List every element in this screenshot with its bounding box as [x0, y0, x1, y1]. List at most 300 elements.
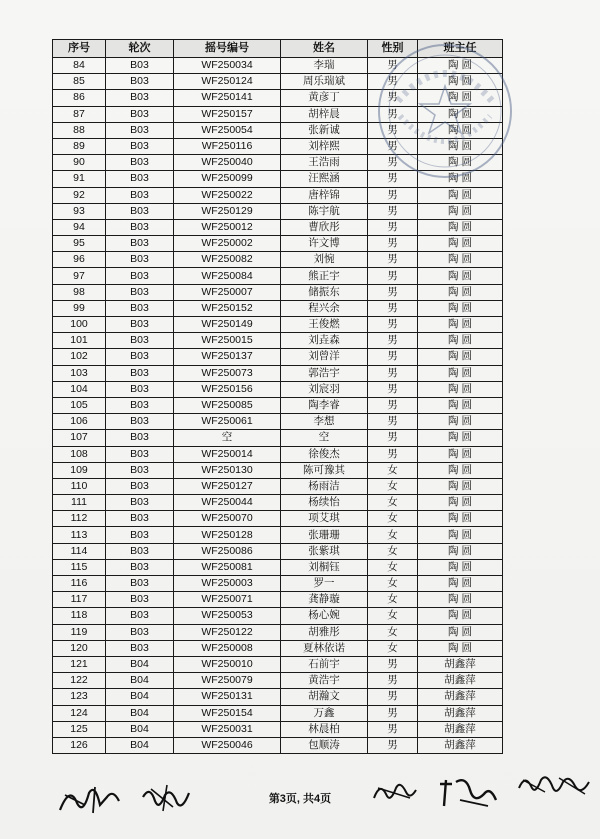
cell-round: B03	[106, 187, 174, 203]
cell-name: 陶李睿	[281, 397, 368, 413]
cell-gender: 男	[368, 414, 418, 430]
cell-round: B03	[106, 478, 174, 494]
cell-index: 101	[53, 333, 106, 349]
cell-head-teacher: 陶 圆	[418, 74, 503, 90]
cell-head-teacher: 陶 圆	[418, 365, 503, 381]
cell-gender: 男	[368, 430, 418, 446]
cell-name: 张新诚	[281, 122, 368, 138]
cell-gender: 男	[368, 705, 418, 721]
cell-head-teacher: 陶 圆	[418, 349, 503, 365]
cell-name: 罗一	[281, 576, 368, 592]
cell-round: B03	[106, 495, 174, 511]
cell-gender: 男	[368, 721, 418, 737]
table-row	[53, 187, 503, 203]
cell-head-teacher: 陶 圆	[418, 252, 503, 268]
table-row	[53, 592, 503, 608]
cell-lottery-number: WF250014	[174, 446, 281, 462]
cell-index: 126	[53, 737, 106, 753]
cell-gender: 男	[368, 58, 418, 74]
cell-index: 88	[53, 122, 106, 138]
cell-lottery-number: WF250116	[174, 138, 281, 154]
cell-head-teacher: 胡鑫萍	[418, 705, 503, 721]
table-row	[53, 74, 503, 90]
cell-index: 116	[53, 576, 106, 592]
cell-gender: 男	[368, 171, 418, 187]
cell-lottery-number: WF250070	[174, 511, 281, 527]
cell-lottery-number: WF250130	[174, 462, 281, 478]
cell-head-teacher: 陶 圆	[418, 559, 503, 575]
cell-index: 109	[53, 462, 106, 478]
cell-index: 87	[53, 106, 106, 122]
cell-gender: 女	[368, 576, 418, 592]
cell-name: 张紫琪	[281, 543, 368, 559]
cell-head-teacher: 陶 圆	[418, 122, 503, 138]
cell-index: 124	[53, 705, 106, 721]
table-row	[53, 576, 503, 592]
cell-index: 90	[53, 155, 106, 171]
cell-round: B03	[106, 576, 174, 592]
cell-round: B04	[106, 705, 174, 721]
cell-lottery-number: WF250073	[174, 365, 281, 381]
cell-index: 114	[53, 543, 106, 559]
cell-gender: 女	[368, 608, 418, 624]
cell-name: 刘桐钰	[281, 559, 368, 575]
header-name: 姓名	[281, 40, 368, 58]
cell-round: B03	[106, 365, 174, 381]
table-row	[53, 300, 503, 316]
cell-gender: 女	[368, 624, 418, 640]
cell-head-teacher: 陶 圆	[418, 155, 503, 171]
table-row	[53, 252, 503, 268]
cell-gender: 男	[368, 381, 418, 397]
cell-gender: 男	[368, 203, 418, 219]
cell-name: 刘梓熙	[281, 138, 368, 154]
cell-gender: 女	[368, 495, 418, 511]
cell-gender: 女	[368, 559, 418, 575]
table-row	[53, 317, 503, 333]
cell-index: 123	[53, 689, 106, 705]
cell-index: 119	[53, 624, 106, 640]
cell-head-teacher: 陶 圆	[418, 268, 503, 284]
table-row	[53, 203, 503, 219]
cell-head-teacher: 陶 圆	[418, 171, 503, 187]
header-index: 序号	[53, 40, 106, 58]
table-row	[53, 268, 503, 284]
table-row	[53, 462, 503, 478]
cell-round: B03	[106, 446, 174, 462]
cell-index: 112	[53, 511, 106, 527]
cell-index: 97	[53, 268, 106, 284]
cell-round: B03	[106, 219, 174, 235]
cell-lottery-number: WF250079	[174, 673, 281, 689]
cell-lottery-number: WF250015	[174, 333, 281, 349]
cell-name: 项艾琪	[281, 511, 368, 527]
cell-gender: 男	[368, 446, 418, 462]
cell-round: B03	[106, 349, 174, 365]
cell-name: 徐俊杰	[281, 446, 368, 462]
cell-name: 刘曾洋	[281, 349, 368, 365]
cell-index: 113	[53, 527, 106, 543]
cell-round: B04	[106, 656, 174, 672]
cell-gender: 女	[368, 592, 418, 608]
table-row	[53, 705, 503, 721]
table-row	[53, 478, 503, 494]
cell-name: 龚静璇	[281, 592, 368, 608]
cell-head-teacher: 陶 圆	[418, 381, 503, 397]
table-row	[53, 397, 503, 413]
table-row	[53, 430, 503, 446]
cell-gender: 男	[368, 74, 418, 90]
cell-lottery-number: WF250012	[174, 219, 281, 235]
cell-lottery-number: WF250124	[174, 74, 281, 90]
cell-index: 122	[53, 673, 106, 689]
cell-head-teacher: 陶 圆	[418, 624, 503, 640]
header-head-teacher: 班主任	[418, 40, 503, 58]
cell-index: 85	[53, 74, 106, 90]
table-row	[53, 414, 503, 430]
cell-index: 125	[53, 721, 106, 737]
cell-name: 胡雅彤	[281, 624, 368, 640]
cell-head-teacher: 陶 圆	[418, 317, 503, 333]
table-row	[53, 138, 503, 154]
cell-gender: 男	[368, 90, 418, 106]
cell-head-teacher: 陶 圆	[418, 138, 503, 154]
cell-round: B03	[106, 90, 174, 106]
cell-head-teacher: 陶 圆	[418, 333, 503, 349]
cell-head-teacher: 陶 圆	[418, 495, 503, 511]
cell-index: 104	[53, 381, 106, 397]
cell-index: 106	[53, 414, 106, 430]
table-row	[53, 349, 503, 365]
cell-round: B03	[106, 284, 174, 300]
cell-index: 117	[53, 592, 106, 608]
cell-index: 107	[53, 430, 106, 446]
cell-name: 唐梓锦	[281, 187, 368, 203]
cell-head-teacher: 陶 圆	[418, 640, 503, 656]
cell-head-teacher: 陶 圆	[418, 576, 503, 592]
cell-lottery-number: WF250053	[174, 608, 281, 624]
cell-head-teacher: 陶 圆	[418, 397, 503, 413]
cell-index: 102	[53, 349, 106, 365]
cell-head-teacher: 陶 圆	[418, 58, 503, 74]
cell-lottery-number: WF250002	[174, 236, 281, 252]
cell-round: B03	[106, 397, 174, 413]
cell-name: 陈可豫其	[281, 462, 368, 478]
table-row	[53, 656, 503, 672]
cell-index: 105	[53, 397, 106, 413]
cell-gender: 男	[368, 252, 418, 268]
cell-lottery-number: WF250071	[174, 592, 281, 608]
table-row	[53, 673, 503, 689]
cell-lottery-number: WF250008	[174, 640, 281, 656]
cell-head-teacher: 陶 圆	[418, 446, 503, 462]
cell-round: B03	[106, 608, 174, 624]
cell-name: 程兴余	[281, 300, 368, 316]
table-row	[53, 171, 503, 187]
cell-index: 84	[53, 58, 106, 74]
cell-name: 胡瀚文	[281, 689, 368, 705]
table-row	[53, 608, 503, 624]
cell-round: B03	[106, 155, 174, 171]
cell-lottery-number: WF250031	[174, 721, 281, 737]
cell-head-teacher: 陶 圆	[418, 608, 503, 624]
table-row	[53, 527, 503, 543]
cell-name: 张珊珊	[281, 527, 368, 543]
cell-name: 汪熙涵	[281, 171, 368, 187]
cell-round: B03	[106, 543, 174, 559]
cell-head-teacher: 陶 圆	[418, 414, 503, 430]
cell-name: 李想	[281, 414, 368, 430]
cell-round: B03	[106, 236, 174, 252]
cell-name: 陈宇航	[281, 203, 368, 219]
cell-lottery-number: WF250034	[174, 58, 281, 74]
cell-gender: 男	[368, 284, 418, 300]
table-row	[53, 624, 503, 640]
cell-head-teacher: 陶 圆	[418, 187, 503, 203]
cell-head-teacher: 胡鑫萍	[418, 737, 503, 753]
table-row	[53, 689, 503, 705]
cell-lottery-number: WF250084	[174, 268, 281, 284]
cell-lottery-number: WF250154	[174, 705, 281, 721]
student-roster-table	[52, 39, 503, 754]
cell-lottery-number: WF250128	[174, 527, 281, 543]
cell-gender: 男	[368, 106, 418, 122]
cell-name: 周乐瑞斌	[281, 74, 368, 90]
cell-name: 刘宸羽	[281, 381, 368, 397]
cell-lottery-number: WF250156	[174, 381, 281, 397]
cell-index: 91	[53, 171, 106, 187]
cell-head-teacher: 陶 圆	[418, 300, 503, 316]
cell-gender: 男	[368, 673, 418, 689]
cell-round: B03	[106, 122, 174, 138]
cell-lottery-number: WF250007	[174, 284, 281, 300]
cell-index: 99	[53, 300, 106, 316]
cell-name: 万鑫	[281, 705, 368, 721]
cell-gender: 女	[368, 527, 418, 543]
cell-head-teacher: 胡鑫萍	[418, 721, 503, 737]
cell-head-teacher: 陶 圆	[418, 527, 503, 543]
cell-head-teacher: 陶 圆	[418, 592, 503, 608]
cell-name: 林晨柏	[281, 721, 368, 737]
table-row	[53, 236, 503, 252]
cell-round: B04	[106, 689, 174, 705]
page-number-label: 第3页, 共4页	[268, 793, 332, 805]
table-row	[53, 511, 503, 527]
cell-head-teacher: 陶 圆	[418, 543, 503, 559]
table-row	[53, 737, 503, 753]
cell-index: 111	[53, 495, 106, 511]
cell-gender: 女	[368, 462, 418, 478]
cell-index: 120	[53, 640, 106, 656]
cell-lottery-number: WF250149	[174, 317, 281, 333]
cell-head-teacher: 陶 圆	[418, 511, 503, 527]
cell-gender: 女	[368, 478, 418, 494]
cell-round: B03	[106, 74, 174, 90]
cell-gender: 男	[368, 122, 418, 138]
header-lottery-number: 摇号编号	[174, 40, 281, 58]
cell-round: B03	[106, 58, 174, 74]
cell-round: B03	[106, 333, 174, 349]
cell-head-teacher: 胡鑫萍	[418, 689, 503, 705]
table-row	[53, 721, 503, 737]
cell-head-teacher: 胡鑫萍	[418, 656, 503, 672]
cell-index: 93	[53, 203, 106, 219]
cell-index: 95	[53, 236, 106, 252]
cell-index: 110	[53, 478, 106, 494]
cell-round: B04	[106, 737, 174, 753]
cell-round: B03	[106, 138, 174, 154]
cell-head-teacher: 陶 圆	[418, 284, 503, 300]
cell-lottery-number: WF250046	[174, 737, 281, 753]
cell-gender: 男	[368, 236, 418, 252]
cell-gender: 女	[368, 543, 418, 559]
cell-gender: 男	[368, 737, 418, 753]
cell-gender: 男	[368, 155, 418, 171]
cell-gender: 女	[368, 511, 418, 527]
cell-lottery-number: WF250010	[174, 656, 281, 672]
cell-name: 杨雨洁	[281, 478, 368, 494]
table-row	[53, 365, 503, 381]
cell-index: 92	[53, 187, 106, 203]
cell-lottery-number: WF250061	[174, 414, 281, 430]
cell-lottery-number: WF250081	[174, 559, 281, 575]
cell-round: B03	[106, 414, 174, 430]
cell-index: 89	[53, 138, 106, 154]
cell-name: 空	[281, 430, 368, 446]
table-row	[53, 90, 503, 106]
cell-round: B03	[106, 640, 174, 656]
cell-lottery-number: WF250141	[174, 90, 281, 106]
cell-lottery-number: WF250022	[174, 187, 281, 203]
cell-head-teacher: 陶 圆	[418, 478, 503, 494]
table-row	[53, 446, 503, 462]
cell-round: B04	[106, 721, 174, 737]
table-row	[53, 381, 503, 397]
cell-name: 杨心婉	[281, 608, 368, 624]
table-row	[53, 122, 503, 138]
cell-lottery-number: WF250040	[174, 155, 281, 171]
cell-gender: 男	[368, 397, 418, 413]
cell-name: 熊正宇	[281, 268, 368, 284]
cell-gender: 男	[368, 365, 418, 381]
table-row	[53, 284, 503, 300]
cell-name: 刘垚森	[281, 333, 368, 349]
cell-lottery-number: WF250086	[174, 543, 281, 559]
cell-gender: 女	[368, 640, 418, 656]
table-body	[53, 58, 503, 754]
cell-round: B03	[106, 430, 174, 446]
cell-head-teacher: 陶 圆	[418, 106, 503, 122]
cell-gender: 男	[368, 349, 418, 365]
cell-lottery-number: WF250003	[174, 576, 281, 592]
cell-name: 许文博	[281, 236, 368, 252]
table-row	[53, 559, 503, 575]
cell-round: B03	[106, 317, 174, 333]
cell-name: 李瑞	[281, 58, 368, 74]
cell-lottery-number: WF250157	[174, 106, 281, 122]
cell-lottery-number: WF250085	[174, 397, 281, 413]
cell-lottery-number: WF250054	[174, 122, 281, 138]
cell-round: B03	[106, 171, 174, 187]
cell-gender: 男	[368, 689, 418, 705]
table-header-row	[53, 40, 503, 58]
cell-round: B03	[106, 300, 174, 316]
cell-name: 黄彦丁	[281, 90, 368, 106]
cell-gender: 男	[368, 187, 418, 203]
cell-lottery-number: WF250082	[174, 252, 281, 268]
cell-gender: 男	[368, 333, 418, 349]
header-round: 轮次	[106, 40, 174, 58]
cell-round: B03	[106, 624, 174, 640]
cell-lottery-number: WF250129	[174, 203, 281, 219]
cell-index: 98	[53, 284, 106, 300]
cell-name: 杨续怡	[281, 495, 368, 511]
cell-head-teacher: 陶 圆	[418, 203, 503, 219]
cell-gender: 男	[368, 268, 418, 284]
cell-index: 118	[53, 608, 106, 624]
cell-head-teacher: 陶 圆	[418, 236, 503, 252]
cell-gender: 男	[368, 317, 418, 333]
cell-index: 100	[53, 317, 106, 333]
cell-lottery-number: WF250127	[174, 478, 281, 494]
cell-index: 94	[53, 219, 106, 235]
cell-lottery-number: WF250152	[174, 300, 281, 316]
table-row	[53, 219, 503, 235]
cell-name: 夏林依诺	[281, 640, 368, 656]
cell-round: B03	[106, 511, 174, 527]
cell-index: 96	[53, 252, 106, 268]
cell-lottery-number: 空	[174, 430, 281, 446]
cell-head-teacher: 胡鑫萍	[418, 673, 503, 689]
cell-round: B03	[106, 106, 174, 122]
cell-index: 108	[53, 446, 106, 462]
cell-round: B03	[106, 381, 174, 397]
cell-lottery-number: WF250137	[174, 349, 281, 365]
cell-gender: 男	[368, 300, 418, 316]
cell-lottery-number: WF250044	[174, 495, 281, 511]
table-row	[53, 58, 503, 74]
cell-round: B03	[106, 203, 174, 219]
cell-lottery-number: WF250122	[174, 624, 281, 640]
cell-round: B03	[106, 252, 174, 268]
cell-head-teacher: 陶 圆	[418, 90, 503, 106]
cell-head-teacher: 陶 圆	[418, 462, 503, 478]
cell-name: 石前宇	[281, 656, 368, 672]
cell-name: 储振东	[281, 284, 368, 300]
cell-name: 曹欣彤	[281, 219, 368, 235]
cell-gender: 男	[368, 656, 418, 672]
table-row	[53, 495, 503, 511]
cell-name: 胡梓晨	[281, 106, 368, 122]
table-row	[53, 543, 503, 559]
cell-round: B03	[106, 592, 174, 608]
cell-name: 郭浩宇	[281, 365, 368, 381]
cell-head-teacher: 陶 圆	[418, 430, 503, 446]
cell-name: 王俊燃	[281, 317, 368, 333]
cell-index: 121	[53, 656, 106, 672]
cell-lottery-number: WF250099	[174, 171, 281, 187]
cell-name: 刘惋	[281, 252, 368, 268]
cell-lottery-number: WF250131	[174, 689, 281, 705]
table-row	[53, 333, 503, 349]
table-row	[53, 640, 503, 656]
cell-round: B03	[106, 527, 174, 543]
cell-name: 王浩雨	[281, 155, 368, 171]
cell-round: B03	[106, 559, 174, 575]
cell-name: 黄浩宇	[281, 673, 368, 689]
cell-name: 包顺涛	[281, 737, 368, 753]
cell-index: 115	[53, 559, 106, 575]
